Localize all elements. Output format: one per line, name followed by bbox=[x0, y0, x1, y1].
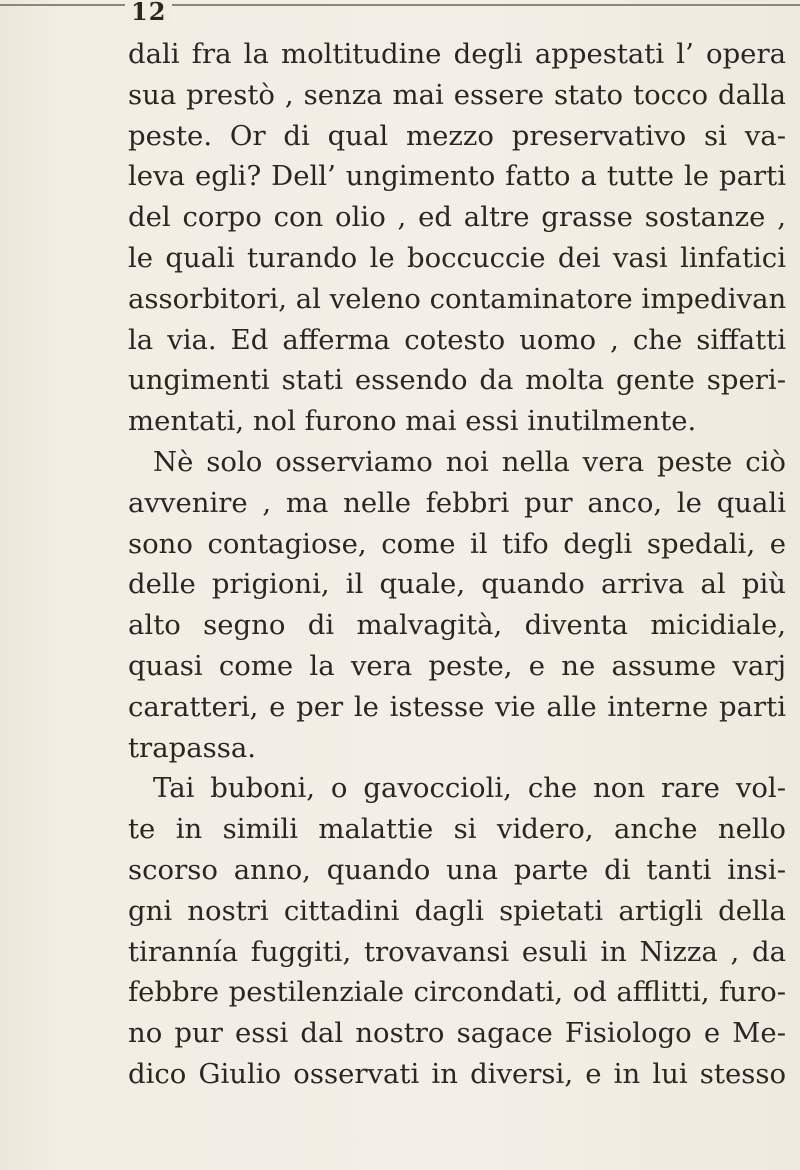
text-line: alto segno di malvagità, diventa micidiale, bbox=[128, 609, 786, 642]
text-line: tirannía fuggiti, trovavansi esuli in Nizza , da bbox=[128, 935, 786, 968]
text-line: quasi come la vera peste, e ne assume varj bbox=[128, 649, 786, 682]
text-line: febbre pestilenziale circondati, od afflitti, furo- bbox=[128, 976, 786, 1009]
page-number: 12 bbox=[125, 0, 172, 24]
text-line: no pur essi dal nostro sagace Fisiologo e Me- bbox=[128, 1017, 786, 1050]
text-line: sua prestò , senza mai essere stato tocco dalla bbox=[128, 78, 786, 111]
header-rule bbox=[0, 4, 800, 6]
text-line: gni nostri cittadini dagli spietati artigli della bbox=[128, 894, 786, 927]
text-line: delle prigioni, il quale, quando arriva al più bbox=[128, 568, 786, 601]
text-line: dico Giulio osservati in diversi, e in lui stesso bbox=[128, 1057, 786, 1090]
text-line: caratteri, e per le istesse vie alle interne parti bbox=[128, 690, 786, 723]
text-line: ungimenti stati essendo da molta gente speri- bbox=[128, 364, 786, 397]
text-line: dali fra la moltitudine degli appestati l’ opera bbox=[128, 38, 786, 70]
text-line: avvenire , ma nelle febbri pur anco, le quali bbox=[128, 486, 786, 519]
text-line: te in simili malattie si videro, anche nello bbox=[128, 813, 786, 846]
paragraph-start-line: Nè solo osserviamo noi nella vera peste ciò bbox=[153, 445, 786, 478]
text-line: sono contagiose, come il tifo degli spedali, e bbox=[128, 527, 786, 560]
paragraph-start-line: Tai buboni, o gavoccioli, che non rare vol- bbox=[153, 772, 786, 805]
text-line: del corpo con olio , ed altre grasse sostanze , bbox=[128, 201, 786, 234]
text-line: assorbitori, al veleno contaminatore impedivan bbox=[128, 282, 787, 315]
body-text bbox=[128, 34, 786, 1095]
text-line: scorso anno, quando una parte di tanti insi- bbox=[128, 853, 786, 886]
paragraph-end-line: trapassa. bbox=[128, 731, 256, 764]
text-line: peste. Or di qual mezzo preservativo si va- bbox=[128, 119, 786, 152]
text-line: la via. Ed afferma cotesto uomo , che siffatti bbox=[128, 323, 786, 356]
text-line: le quali turando le boccuccie dei vasi linfatici bbox=[128, 241, 786, 274]
paragraph-end-line: mentati, nol furono mai essi inutilmente. bbox=[128, 405, 697, 438]
text-line: leva egli? Dell’ ungimento fatto a tutte le parti bbox=[128, 160, 786, 193]
